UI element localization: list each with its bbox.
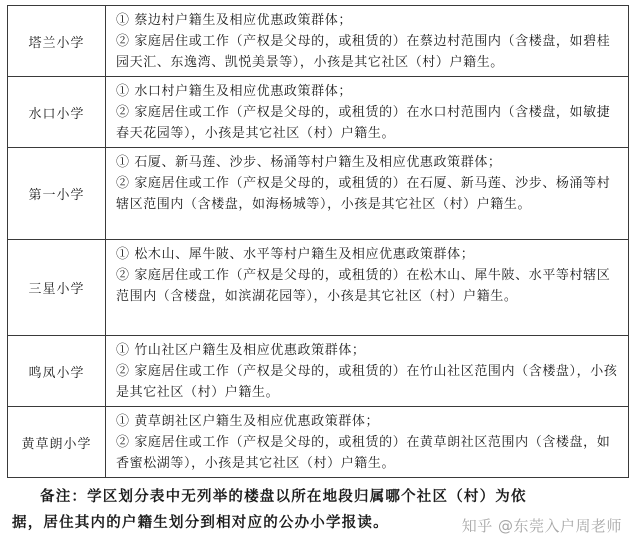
school-name: 水口小学 [8, 77, 106, 148]
zone-description [106, 77, 629, 148]
table-row [8, 77, 629, 148]
school-name: 黄草朗小学 [8, 407, 106, 478]
zone-item: ① 水口村户籍生及相应优惠政策群体； [116, 84, 352, 99]
zone-item: ① 松木山、犀牛陂、水平等村户籍生及相应优惠政策群体； [116, 247, 475, 262]
table-row [8, 240, 629, 336]
zone-item: ② 家庭居住或工作（产权是父母的，或租赁的）在黄草朗社区范围内（含楼盘，如香蜜松湖等），小孩是其它社区（村）户籍生。 [116, 435, 611, 471]
zone-item: ② 家庭居住或工作（产权是父母的，或租赁的）在蔡边村范围内（含楼盘，如碧桂园天汇、东逸湾、凯悦美景等），小孩是其它社区（村）户籍生。 [116, 34, 611, 70]
zone-item: ① 蔡边村户籍生及相应优惠政策群体； [116, 13, 352, 28]
zone-description [106, 336, 629, 407]
footnote-line: 据，居住其内的户籍生划分到相对应的公办小学报读。 [12, 514, 389, 531]
zone-item: ① 竹山社区户籍生及相应优惠政策群体； [116, 343, 366, 358]
zone-description [106, 407, 629, 478]
school-name: 三星小学 [8, 240, 106, 336]
table-row [8, 407, 629, 478]
zone-item: ① 石厦、新马莲、沙步、杨涌等村户籍生及相应优惠政策群体； [116, 155, 502, 170]
table-row [8, 148, 629, 240]
zone-description [106, 240, 629, 336]
school-zone-table [7, 5, 629, 478]
zone-description [106, 6, 629, 77]
zhihu-watermark: 知乎 @东莞入户周老师 [461, 517, 622, 535]
school-name: 塔兰小学 [8, 6, 106, 77]
zone-description [106, 148, 629, 240]
zone-item: ② 家庭居住或工作（产权是父母的，或租赁的）在石厦、新马莲、沙步、杨涌等村辖区范围内（含楼盘，如海杨城等），小孩是其它社区（村）户籍生。 [116, 176, 611, 212]
footnote-line: 备注：学区划分表中无列举的楼盘以所在地段归属哪个社区（村）为依 [40, 488, 527, 505]
zone-item: ① 黄草朗社区户籍生及相应优惠政策群体； [116, 414, 380, 429]
table-row [8, 6, 629, 77]
zone-item: ② 家庭居住或工作（产权是父母的，或租赁的）在松木山、犀牛陂、水平等村辖区范围内（含楼盘，如滨湖花园等），小孩是其它社区（村）户籍生。 [116, 268, 611, 304]
zone-item: ② 家庭居住或工作（产权是父母的，或租赁的）在水口村范围内（含楼盘，如敏捷春天花园等），小孩是其它社区（村）户籍生。 [116, 105, 611, 141]
school-name: 鸣凤小学 [8, 336, 106, 407]
school-name: 第一小学 [8, 148, 106, 240]
table-row [8, 336, 629, 407]
zone-item: ② 家庭居住或工作（产权是父母的，或租赁的）在竹山社区范围内（含楼盘），小孩是其它社区（村）户籍生。 [116, 364, 618, 400]
